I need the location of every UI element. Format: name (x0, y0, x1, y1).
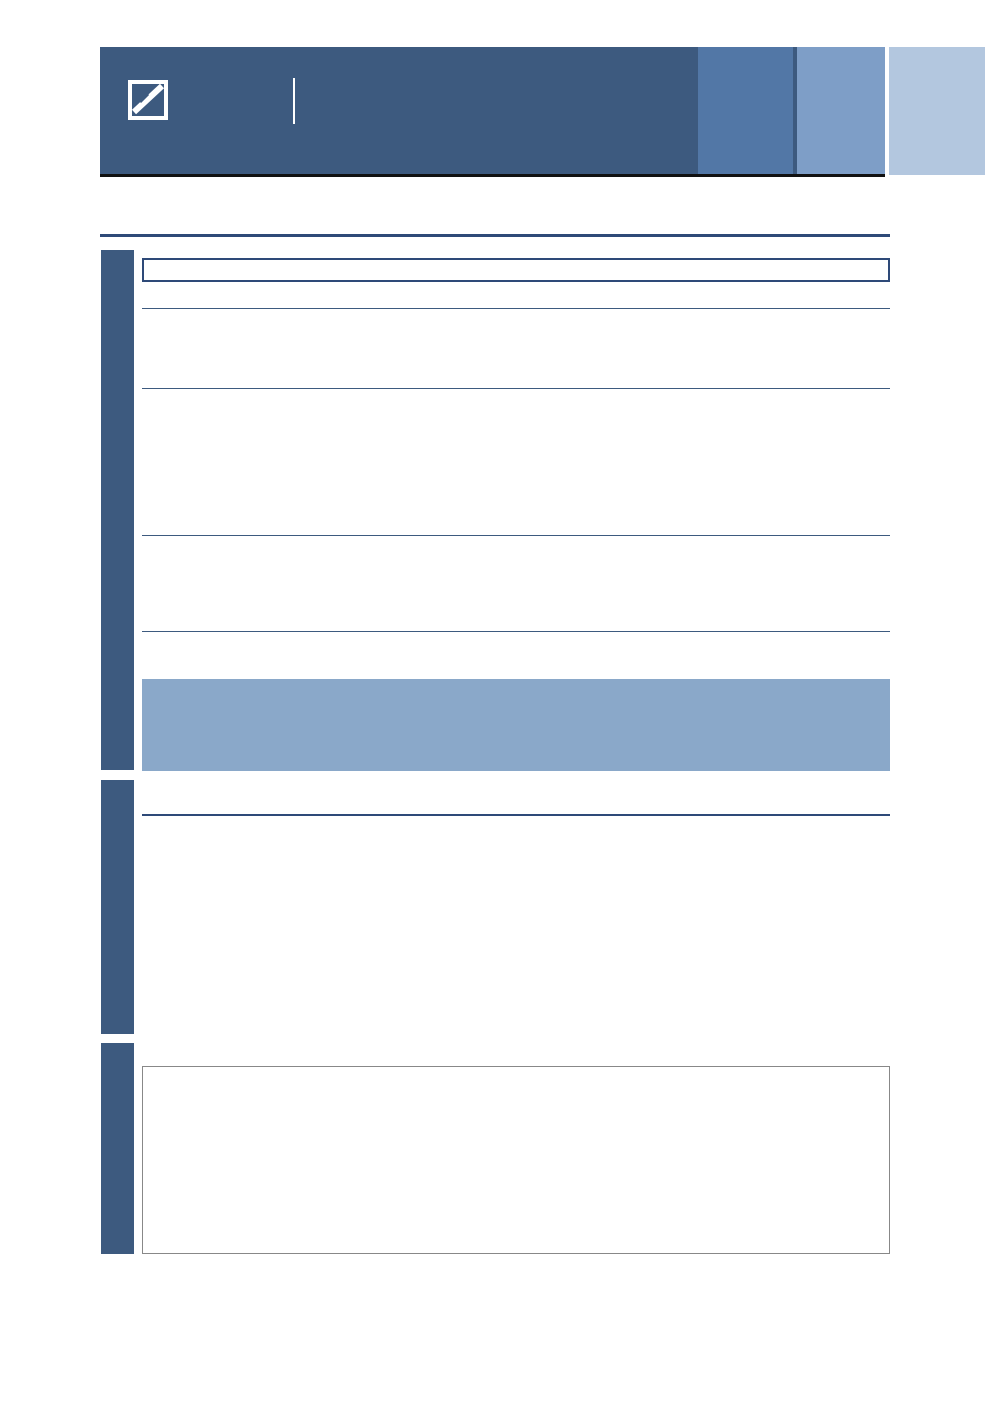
table-header (781, 791, 890, 815)
logo-divider (293, 78, 295, 124)
price-table (142, 791, 890, 816)
chart-frame (142, 1066, 890, 1254)
banner-stripe (797, 47, 885, 175)
banner-stripe (889, 47, 985, 175)
title-rule (100, 234, 890, 237)
header-banner (100, 47, 885, 175)
banner-rule (100, 174, 885, 177)
sidebar-price (101, 780, 134, 1034)
nanhua-view-box (142, 679, 890, 771)
banner-stripe (698, 47, 793, 175)
table-header (558, 791, 656, 815)
sidebar-view (101, 250, 134, 770)
table-header (396, 791, 462, 815)
section-rule (142, 308, 890, 309)
table-header (656, 791, 781, 815)
section-rule (142, 388, 890, 389)
section-rule (142, 631, 890, 632)
charts-svg (143, 1067, 889, 1253)
section-rule (142, 535, 890, 536)
table-header (253, 791, 396, 815)
nanhua-logo-icon (128, 78, 168, 122)
sidebar-chart (101, 1043, 134, 1254)
view-title (142, 258, 890, 282)
table-header (462, 791, 558, 815)
table-header (142, 791, 253, 815)
table-header-row (142, 791, 890, 815)
